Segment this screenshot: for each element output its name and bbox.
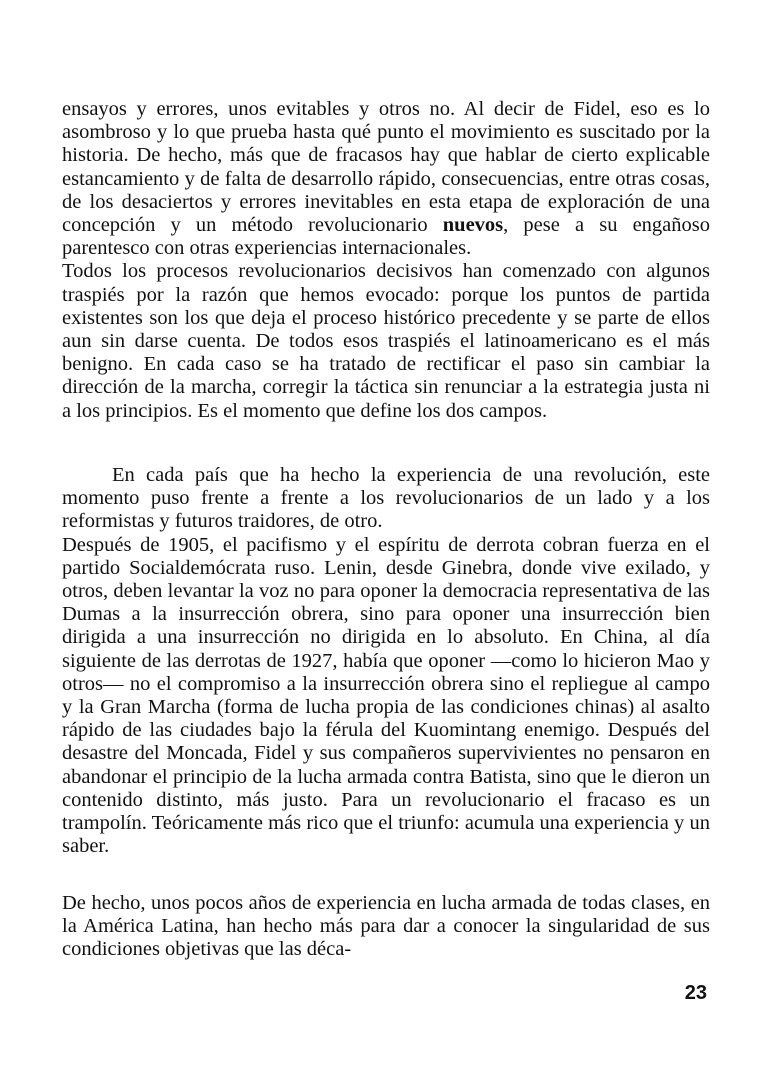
paragraph-1-bold-word: nuevos bbox=[442, 214, 504, 237]
paragraph-4: Después de 1905, el pacifismo y el espíritu de derrota cobran fuerza en el partido Socialdemócrata ruso. Lenin, desde Ginebra, donde vive exilado, y otros, deben levantar la voz no para oponer la democracia representativa de las Dumas a la insurrección obrera, sino para oponer una insurrección bien dirigida a una insurrección no dirigida en lo absoluto. En China, al día siguiente de las derrotas de 1927, había que oponer —como lo hicieron Mao y otros— no el compromiso a la insurrección obrera sino el repliegue al campo y la Gran Marcha (forma de lucha propia de las condiciones chinas) al asalto rápido de las ciudades bajo la férula del Kuomintang enemigo. Después del desastre del Moncada, Fidel y sus compañeros supervivientes no pensaron en abandonar el principio de la lucha armada contra Batista, sino que le dieron un contenido distinto, más justo. Para un revolucionario el fracaso es un trampolín. Teóricamente más rico que el triunfo: acumula una experiencia y un saber. bbox=[62, 533, 710, 858]
paragraph-1-text-a: ensayos y errores, unos evitables y otros no. Al decir de Fidel, eso es lo asombroso y lo que prueba hasta qué punto el movimiento es suscitado por la historia. De hecho, más que de fracasos hay que hablar de cierto explicable estancamiento y de falta de desarrollo rápido, consecuencias, entre otras cosas, de los desaciertos y errores inevitables en esta etapa de exploración de una concepción y un método revolucionario bbox=[62, 98, 710, 237]
paragraph-1 bbox=[62, 98, 710, 260]
paragraph-5: De hecho, unos pocos años de experiencia en lucha armada de todas clases, en la América Latina, han hecho más para dar a conocer la singularidad de sus condiciones objetivas que las déca- bbox=[62, 892, 710, 961]
paragraph-2: Todos los procesos revolucionarios decisivos han comenzado con algunos traspiés por la razón que hemos evocado: porque los puntos de partida existentes son los que deja el proceso histórico precedente y se parte de ellos aun sin darse cuenta. De todos esos traspiés el latinoamericano es el más benigno. En cada caso se ha tratado de rectificar el paso sin cambiar la dirección de la marcha, corregir la táctica sin renunciar a la estrategia justa ni a los principios. Es el momento que define los dos campos. bbox=[62, 260, 710, 422]
text-block-top bbox=[62, 98, 710, 423]
text-block-middle bbox=[62, 464, 710, 858]
paragraph-1-text-b: , pese a su engañoso parentesco con otras experiencias internacionales. bbox=[62, 214, 710, 260]
page-number: 23 bbox=[684, 982, 707, 1004]
paragraph-3: En cada país que ha hecho la experiencia de una revolución, este momento puso frente a frente a los revolucionarios de un lado y a los reformistas y futuros traidores, de otro. bbox=[62, 464, 710, 533]
text-block-bottom bbox=[62, 892, 710, 962]
